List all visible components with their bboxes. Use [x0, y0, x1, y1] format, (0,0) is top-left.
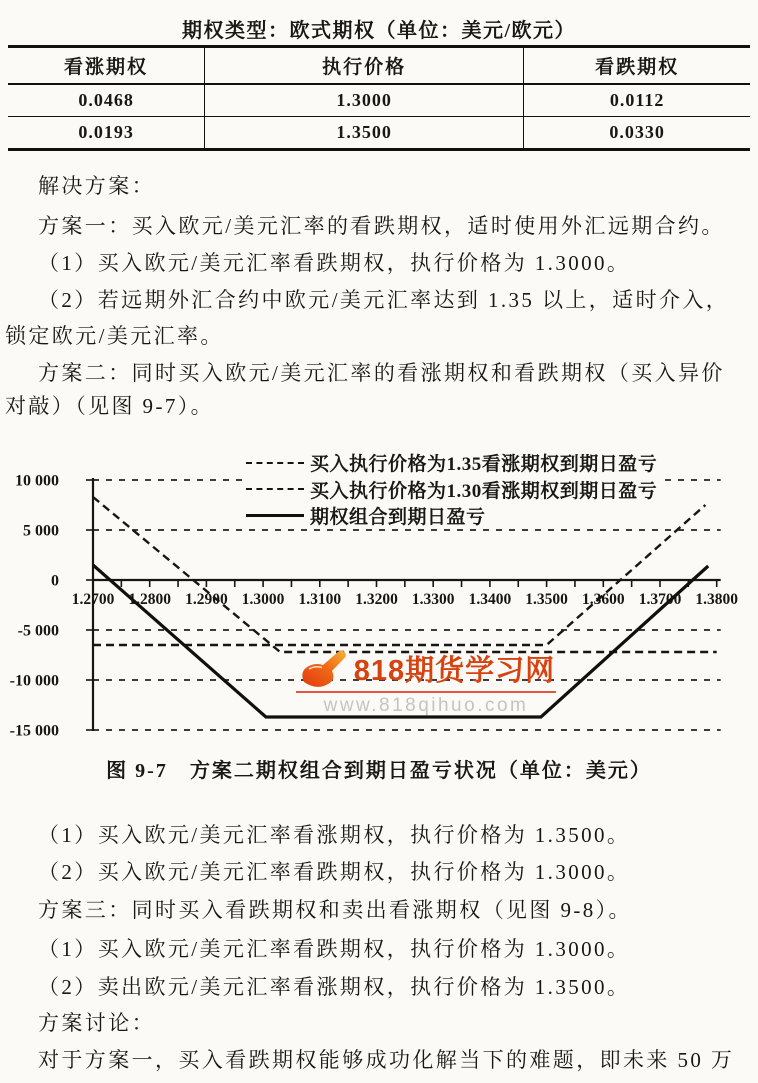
text-line: 方案讨论：	[38, 1011, 155, 1035]
text-line: 解决方案：	[38, 174, 155, 198]
y-axis-tick-label: 5 000	[23, 522, 59, 540]
legend-item	[246, 477, 662, 502]
legend-label: 买入执行价格为1.35看涨期权到期日盈亏	[310, 454, 658, 475]
table-header-cell: 执行价格	[205, 47, 524, 84]
x-axis-tick-label: 1.2800	[128, 591, 172, 608]
text-line: （2）买入欧元/美元汇率看跌期权，执行价格为 1.3000。	[38, 860, 631, 884]
text-line: （1）买入欧元/美元汇率看跌期权，执行价格为 1.3000。	[38, 937, 631, 961]
legend-line-swatch	[246, 488, 304, 490]
legend-line-swatch	[246, 462, 304, 464]
table-row	[8, 117, 750, 150]
x-axis-tick-label: 1.3300	[411, 591, 455, 608]
x-axis-tick-label: 1.3700	[638, 591, 682, 608]
x-axis-tick-label: 1.3600	[581, 591, 625, 608]
table-cell: 0.0193	[8, 117, 205, 150]
text-line: （2）卖出欧元/美元汇率看涨期权，执行价格为 1.3500。	[38, 975, 631, 999]
y-axis-tick-label: 0	[51, 572, 59, 590]
text-line: 对敲）（见图 9-7）。	[5, 394, 215, 418]
y-axis-tick-label: -15 000	[9, 722, 59, 740]
x-axis-tick-label: 1.3200	[355, 591, 398, 608]
figure-caption: 图 9-7 方案二期权组合到期日盈亏状况（单位：美元）	[106, 760, 652, 782]
watermark-brand-text: 818期货学习网	[353, 655, 556, 687]
x-axis-tick-label: 1.3800	[695, 591, 739, 608]
option-price-table	[8, 45, 750, 151]
text-line: 方案一：买入欧元/美元汇率的看跌期权，适时使用外汇远期合约。	[38, 214, 725, 238]
legend-label: 买入执行价格为1.30看涨期权到期日盈亏	[310, 480, 658, 502]
legend-item	[246, 450, 662, 475]
table-cell: 0.0330	[609, 122, 665, 142]
table-cell: 1.3000	[205, 84, 524, 117]
watermark	[296, 648, 556, 717]
text-line: （1）买入欧元/美元汇率看涨期权，执行价格为 1.3500。	[38, 823, 631, 847]
table-cell: 0.0468	[8, 84, 205, 117]
y-axis-tick-label: 10 000	[15, 472, 59, 490]
chart-legend	[246, 450, 662, 528]
text-line: 方案三：同时买入看跌期权和卖出看涨期权（见图 9-8）。	[38, 898, 632, 922]
text-line: （1）买入欧元/美元汇率看跌期权，执行价格为 1.3000。	[38, 251, 631, 275]
table-header-cell: 看跌期权	[524, 47, 750, 84]
table-header-row	[8, 47, 750, 84]
watermark-url: www.818qihuo.com	[323, 695, 529, 716]
x-axis-tick-label: 1.3000	[241, 591, 285, 608]
table-cell: 0.0112	[524, 84, 750, 117]
table-row	[8, 84, 750, 117]
text-line: 对于方案一，买入看跌期权能够成功化解当下的难题，即未来 50 万	[38, 1048, 735, 1072]
x-axis-tick-label: 1.3100	[298, 591, 342, 608]
text-line: 锁定欧元/美元汇率。	[5, 324, 224, 348]
x-axis-tick-label: 1.2900	[185, 591, 228, 608]
table-title: 期权类型：欧式期权（单位：美元/欧元）	[181, 20, 577, 42]
text-line: 方案二：同时买入欧元/美元汇率的看涨期权和看跌期权（买入异价	[38, 361, 725, 385]
x-axis-tick-label: 1.3400	[468, 591, 512, 608]
x-axis-tick-label: 1.3500	[525, 591, 568, 608]
watermark-brand-row	[296, 648, 556, 693]
y-axis-tick-label: -10 000	[9, 672, 59, 690]
legend-line-swatch	[246, 514, 304, 517]
table-header-cell: 看涨期权	[8, 47, 205, 84]
legend-label: 期权组合到期日盈亏	[310, 507, 486, 528]
text-line: （2）若远期外汇合约中欧元/美元汇率达到 1.35 以上，适时介入，	[38, 288, 730, 312]
x-axis-tick-label: 1.2700	[71, 591, 115, 608]
legend-item	[246, 503, 662, 528]
table-cell: 1.3500	[205, 117, 524, 150]
pointing-hand-icon	[297, 649, 351, 689]
y-axis-tick-label: -5 000	[17, 622, 59, 640]
